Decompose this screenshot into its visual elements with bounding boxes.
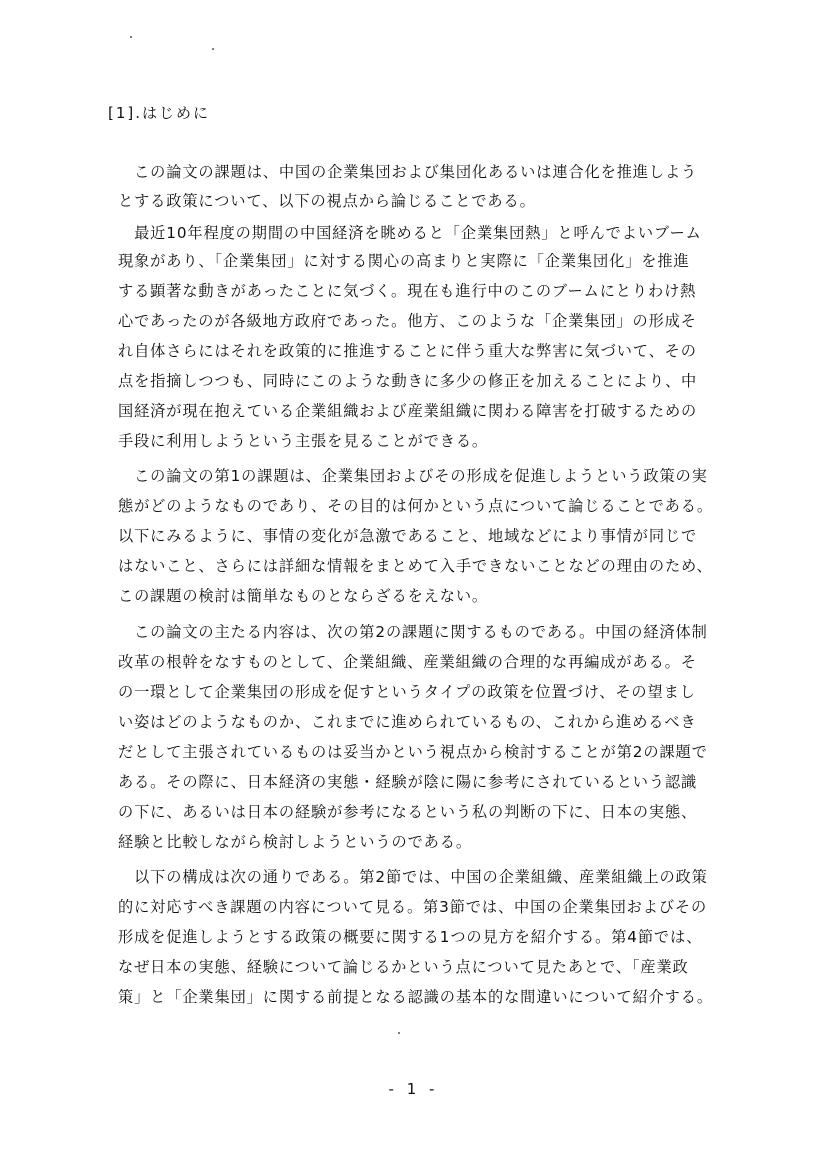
text-line: だとして主張されているものは妥当かという視点から検討することが第2の課題で [118,743,708,761]
text-line: 的に対応すべき課題の内容について見る。第3節では、中国の企業集団およびその [118,898,708,916]
section-heading: [1].はじめに [108,104,211,122]
text-line: 以下の構成は次の通りである。第2節では、中国の企業組織、産業組織上の政策 [118,868,708,886]
text-line: 以下にみるように、事情の変化が急激であること、地域などにより事情が同じで [118,527,698,545]
text-line: この課題の検討は簡単なものとならざるをえない。 [118,587,489,605]
text-line: はないこと、さらには詳細な情報をまとめて入手できないことなどの理由のため、 [118,557,713,575]
text-line: 心であったのが各級地方政府であった。他方、このような「企業集団」の形成そ [118,312,697,330]
text-line: 手段に利用しようという主張を見ることができる。 [118,432,489,450]
scan-speck [212,48,214,50]
text-line: 現象があり、「企業集団」に対する関心の高まりと実際に「企業集団化」を推進 [118,252,690,270]
text-line: 態がどのようなものであり、その目的は何かという点について論じることである。 [118,497,713,515]
text-line: なぜ日本の実態、経験について論じるかという点について見たあとで、「産業政 [118,958,689,976]
text-line: この論文の第1の課題は、企業集団およびその形成を促進しようという政策の実 [118,467,708,485]
text-line: とする政策について、以下の視点から論じることである。 [118,192,536,210]
text-line: 点を指摘しつつも、同時にこのような動きに多少の修正を加えることにより、中 [118,372,698,390]
text-line: 改革の根幹をなすものとして、企業組織、産業組織の合理的な再編成がある。そ [118,653,697,671]
text-line: の下に、あるいは日本の経験が参考になるという私の判断の下に、日本の実態、 [118,803,698,821]
text-line: の一環として企業集団の形成を促すというタイプの政策を位置づけ、その望まし [118,683,696,701]
text-line: この論文の課題は、中国の企業集団および集団化あるいは連合化を推進しよう [118,163,698,181]
scan-speck [130,36,132,38]
text-line: 最近10年程度の期間の中国経済を眺めると「企業集団熱」と呼んでよいブーム [118,224,702,242]
page-number: - 1 - [388,1080,439,1098]
text-line: する顕著な動きがあったことに気づく。現在も進行中のこのブームにとりわけ熱 [118,282,697,300]
text-line: れ自体さらにはそれを政策的に推進することに伴う重大な弊害に気づいて、その [118,342,697,360]
text-line: ある。その際に、日本経済の実態・経験が陰に陽に参考にされているという認識 [118,773,698,791]
scan-speck [398,1032,400,1034]
text-line: い姿はどのようなものか、これまでに進められているもの、これから進めるべき [118,713,697,731]
text-line: 策」と「企業集団」に関する前提となる認識の基本的な間違いについて紹介する。 [118,988,713,1006]
text-line: 経験と比較しながら検討しようというのである。 [118,833,472,851]
text-line: 国経済が現在抱えている企業組織および産業組織に関わる障害を打破するための [118,402,698,420]
text-line: この論文の主たる内容は、次の第2の課題に関するものである。中国の経済体制 [118,623,708,641]
text-line: 形成を促進しようとする政策の概要に関する1つの見方を紹介する。第4節では、 [118,928,703,946]
